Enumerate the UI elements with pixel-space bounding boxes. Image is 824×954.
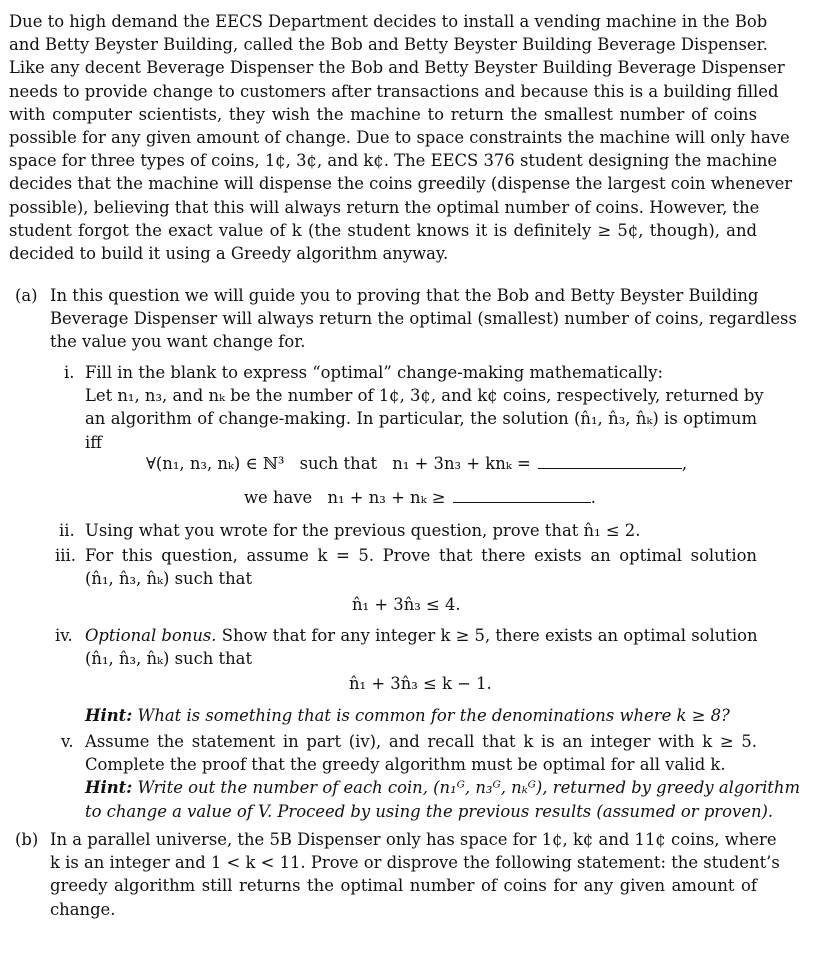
question-a-iv-line: (n̂₁, n̂₃, n̂ₖ) such that — [85, 649, 253, 669]
part-a-line: In this question we will guide you to proving that the Bob and Betty Beyster Building — [50, 286, 759, 305]
question-a-ii-label: ii. — [59, 521, 75, 540]
part-b-line: k is an integer and 1 < k < 11. Prove or disprove the following statement: the student’s — [50, 853, 780, 873]
intro-line: and Betty Beyster Building, called the Bob and Betty Beyster Building Beverage Dispenser. — [9, 35, 768, 55]
question-a-iv-line — [85, 624, 757, 647]
intro-line: decided to build it using a Greedy algorithm anyway. — [9, 244, 449, 264]
math1-equation: n₁ + 3n₃ + knₖ = — [392, 454, 531, 473]
part-b-line: In a parallel universe, the 5B Dispenser only has space for 1¢, k¢ and 11¢ coins, where — [50, 830, 777, 849]
question-a-i-label: i. — [64, 363, 75, 382]
question-a-ii-text: Using what you wrote for the previous question, prove that n̂₁ ≤ 2. — [85, 521, 641, 540]
intro-line: decides that the machine will dispense the coins greedily (dispense the largest coin whenever — [9, 174, 793, 194]
math2-inequality: n₁ + n₃ + nₖ ≥ — [327, 488, 446, 507]
question-a-iv-label: iv. — [55, 626, 73, 645]
optional-bonus-label: Optional bonus. — [85, 626, 217, 645]
question-a-iv-text: Show that for any integer k ≥ 5, there exists an optimal solution — [221, 626, 758, 645]
math2-period: . — [590, 488, 596, 507]
math1-quantifier: ∀(n₁, n₃, nₖ) ∈ ℕ³ — [146, 454, 285, 473]
question-a-i-line: Let n₁, n₃, and nₖ be the number of 1¢, 3¢, and k¢ coins, respectively, returned by — [85, 386, 764, 406]
question-a-i-line: iff — [85, 432, 102, 452]
question-a-i-line: Fill in the blank to express “optimal” change-making mathematically: — [85, 363, 664, 382]
question-a-ii — [59, 519, 757, 542]
part-b-label: (b) — [15, 830, 39, 849]
intro-line: possible for any given amount of change. Due to space constraints the machine will only have — [9, 128, 790, 148]
question-a-v-line: Complete the proof that the greedy algorithm must be optimal for all valid k. — [85, 755, 726, 775]
part-a — [15, 284, 797, 354]
question-a-i-line: an algorithm of change-making. In particular, the solution (n̂₁, n̂₃, n̂ₖ) is optimum — [85, 409, 757, 429]
intro-line: space for three types of coins, 1¢, 3¢, and k¢. The EECS 376 student designing the machine — [9, 151, 778, 171]
math1-such-that: such that — [299, 454, 378, 473]
math2-we-have: we have — [244, 488, 313, 507]
intro-line: student forgot the exact value of k (the student knows it is definitely ≥ 5¢, though), and — [9, 220, 757, 240]
question-a-v-hint-line: to change a value of V. Proceed by using the previous results (assumed or proven). — [85, 801, 774, 821]
math1-comma: , — [681, 454, 688, 473]
part-a-line: the value you want change for. — [50, 332, 306, 352]
part-b — [15, 828, 780, 921]
question-a-v-label: v. — [61, 732, 74, 751]
part-b-line: change. — [50, 899, 116, 919]
question-a-iii — [55, 544, 757, 590]
question-a-iii-label: iii. — [55, 546, 76, 565]
question-a-iv — [55, 624, 757, 670]
answer-blank-2[interactable] — [453, 488, 591, 503]
intro-paragraph — [9, 10, 793, 265]
hint-text: What is something that is common for the denominations where k ≥ 8? — [137, 706, 730, 725]
math-line-2 — [244, 486, 596, 509]
math-line-1 — [146, 452, 687, 475]
question-a-iii-line: (n̂₁, n̂₃, n̂ₖ) such that — [85, 569, 253, 589]
intro-line: with computer scientists, they wish the machine to return the smallest number of coins — [9, 104, 757, 124]
hint-label: Hint: — [85, 778, 133, 798]
part-a-label: (a) — [15, 286, 38, 305]
question-a-v-line: Assume the statement in part (iv), and recall that k is an integer with k ≥ 5. — [85, 732, 757, 751]
intro-line: possible), believing that this will always return the optimal number of coins. However, the — [9, 197, 760, 217]
question-a-v-hint-line — [85, 776, 800, 799]
answer-blank-1[interactable] — [538, 454, 682, 469]
question-a-iv-hint — [85, 704, 730, 727]
question-a-i — [64, 361, 764, 454]
intro-line: Like any decent Beverage Dispenser the Bob and Betty Beyster Building Beverage Dispenser — [9, 58, 785, 78]
question-a-iii-formula: n̂₁ + 3n̂₃ ≤ 4. — [352, 595, 461, 614]
part-b-line: greedy algorithm still returns the optimal number of coins for any given amount of — [50, 876, 757, 896]
intro-line: needs to provide change to customers after transactions and because this is a building filled — [9, 81, 779, 101]
question-a-iv-formula: n̂₁ + 3n̂₃ ≤ k − 1. — [349, 674, 492, 693]
part-a-line: Beverage Dispenser will always return the optimal (smallest) number of coins, regardless — [50, 309, 797, 329]
hint-label: Hint: — [85, 706, 133, 725]
intro-line: Due to high demand the EECS Department decides to install a vending machine in the Bob — [9, 12, 768, 31]
question-a-v — [61, 730, 800, 823]
question-a-iii-line: For this question, assume k = 5. Prove that there exists an optimal solution — [85, 546, 757, 565]
hint-text: Write out the number of each coin, (n₁ᴳ, n₃ᴳ, nₖᴳ), returned by greedy algorithm — [137, 778, 800, 798]
